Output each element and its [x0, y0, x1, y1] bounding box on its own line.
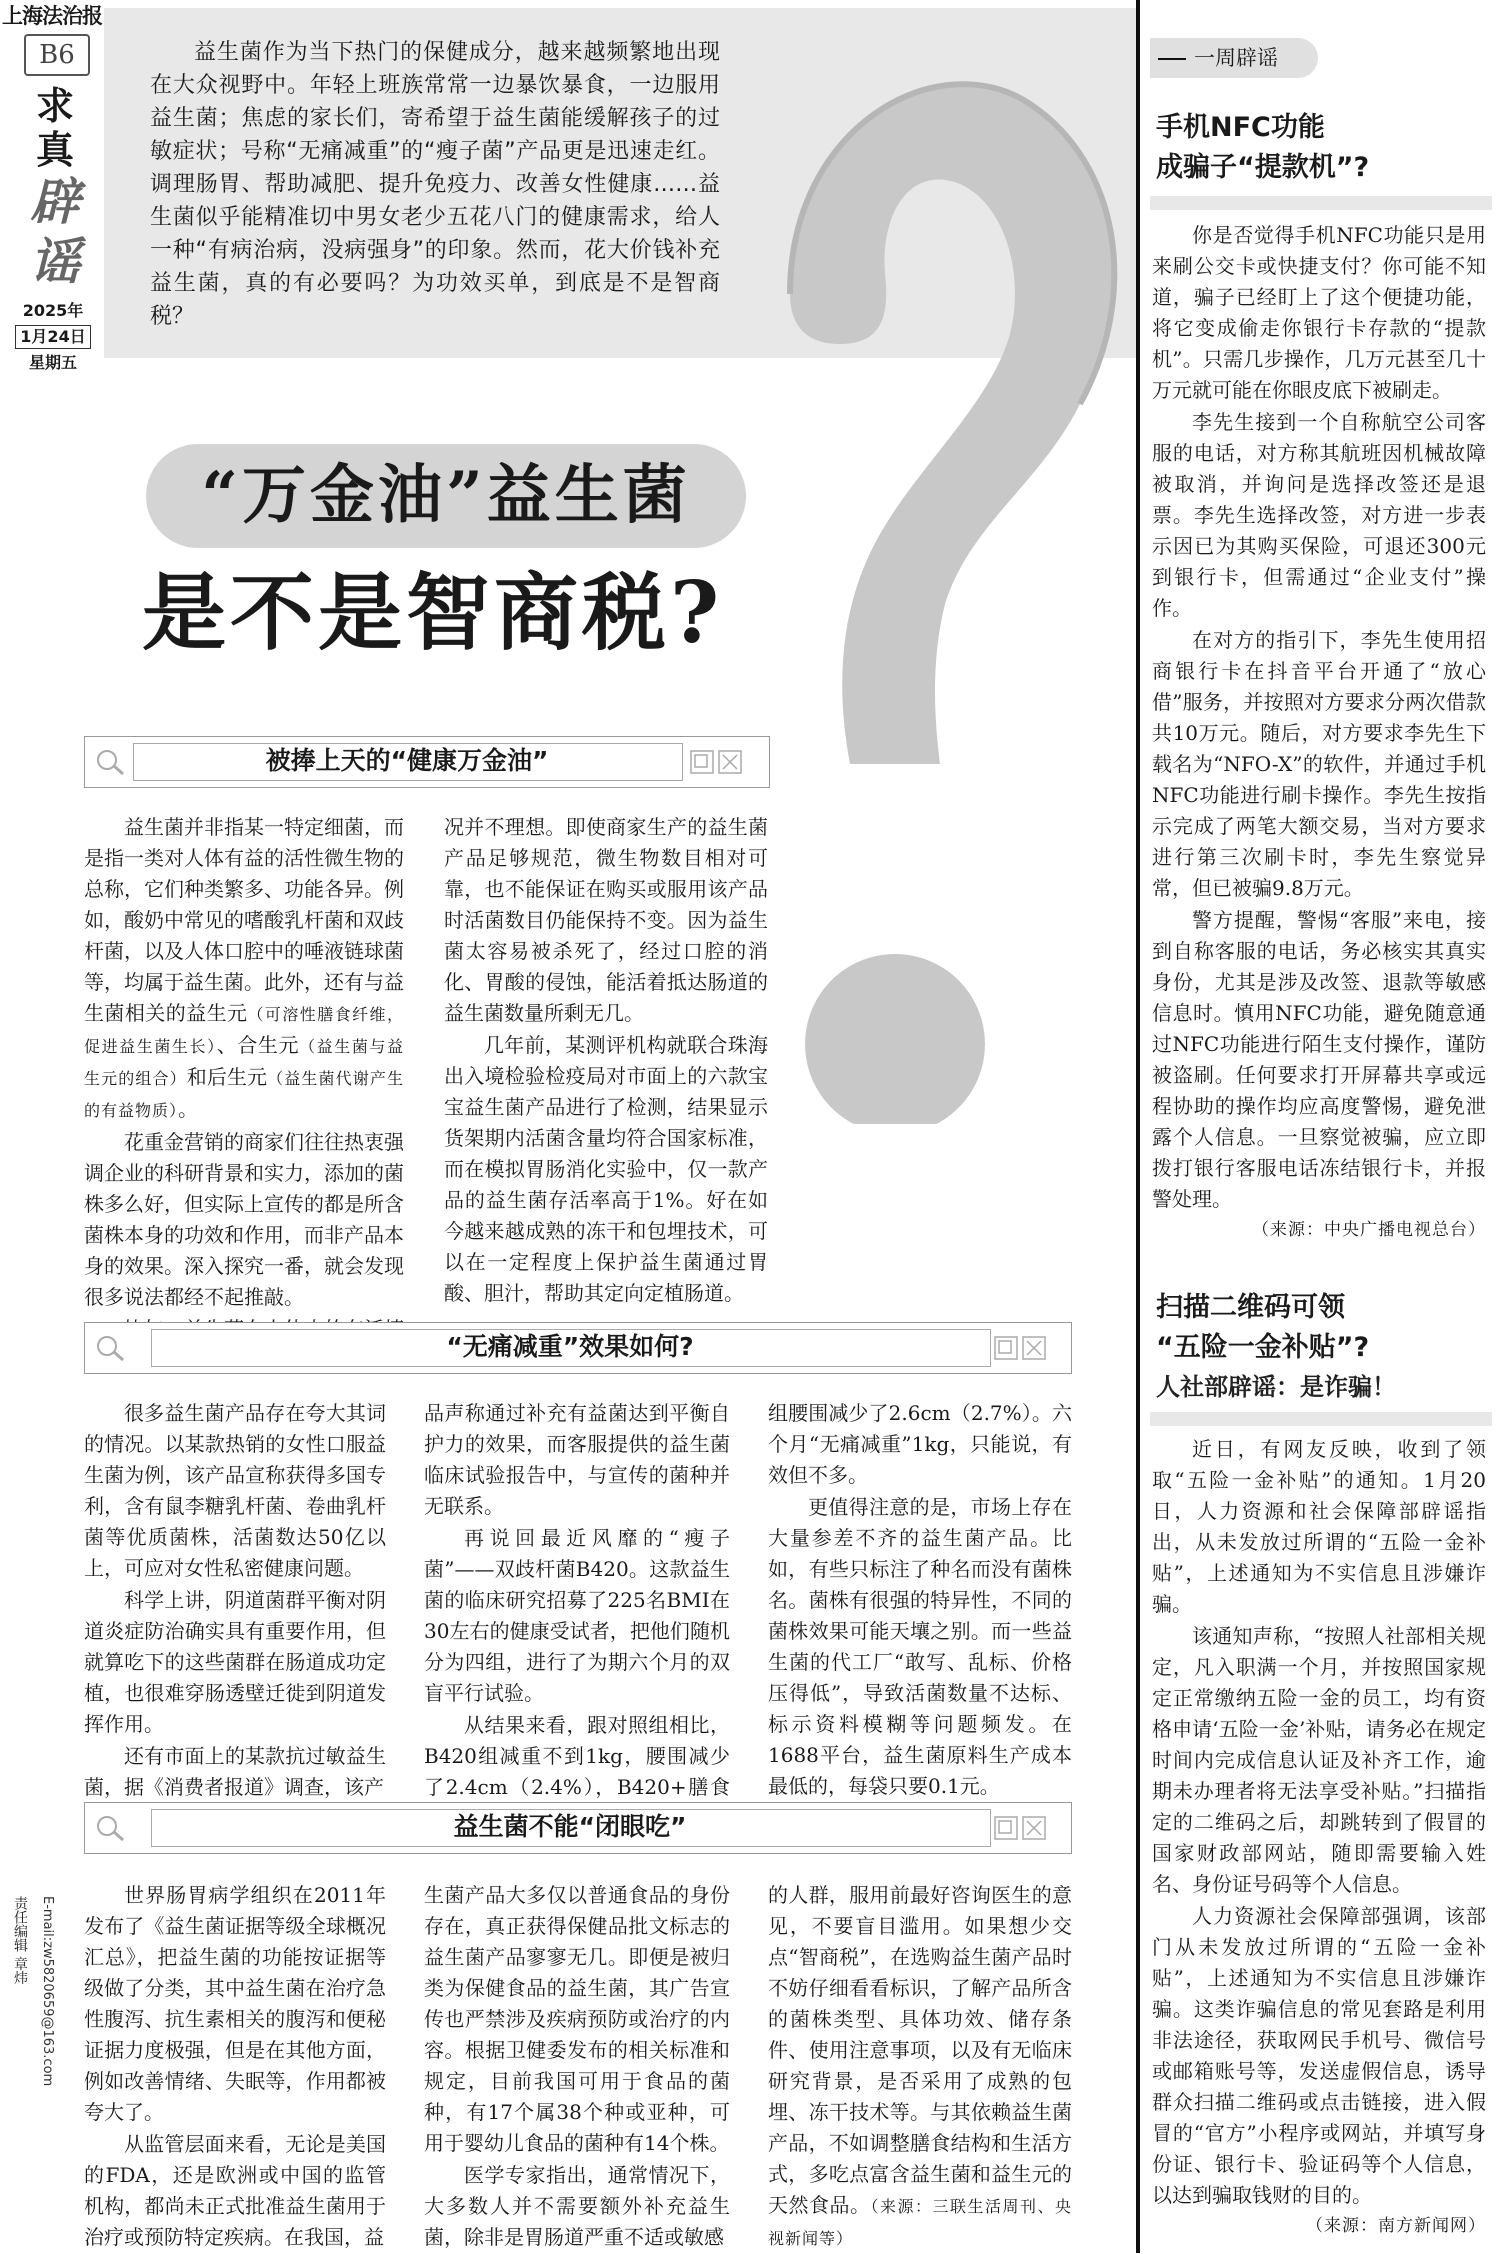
magnifier-icon [93, 1813, 133, 1843]
paragraph [768, 1880, 1072, 2254]
sidebar-item-2-source: （来源：南方新闻网） [1306, 2216, 1486, 2236]
issue-date [8, 298, 98, 376]
sidebar-item-1-title-shade [1150, 196, 1492, 210]
section-2-column-2 [424, 1398, 730, 1834]
paragraph: 人力资源社会保障部强调，该部门从未发放过所谓的“五险一金补贴”，上述通知为不实信息且涉嫌诈骗。这类诈骗信息的常见套路是利用非法途径，获取网民手机号、微信号或邮箱账号等，发送虚假信息，诱导群众扫描二维码或点击链接，进入假冒的“官方”小程序或网站，并填写身份证、银行卡、验证码等个人信息，以达到骗取钱财的目的。 [1152, 1904, 1486, 2207]
paragraph-text: 的人群，服用前最好咨询医生的意见，不要盲目滥用。如果想少交点“智商税”，在选购益生菌产品时不妨仔细看看标识，了解产品所含的菌株类型、具体功效、储存条件、使用注意事项，以及有无临床研究背景，是否采用了成熟的包埋、冻干技术等。与其依赖益生菌产品，不如调整膳食结构和生活方式，多吃点富含益生菌和益生元的天然食品。 [768, 1883, 1072, 2217]
section-bar-3 [84, 1802, 1072, 1854]
paragraph: 品声称通过补充有益菌达到平衡自护力的效果，而客服提供的益生菌临床试验报告中，与宣传的菌种并无联系。 [424, 1401, 730, 1518]
sidebar-item-2-subtitle: 人社部辟谣：是诈骗！ [1156, 1373, 1396, 1401]
section-1-column-2 [444, 812, 768, 1309]
term-note: （益生菌代谢产生的有益物质） [84, 1069, 404, 1120]
article-source: （来源：三联生活周刊、央视新闻等） [768, 2197, 1072, 2248]
section-name-qiuzhen: 求真 [35, 83, 74, 172]
sidebar-item-1-title-line-2: 成骗子“提款机”? [1156, 152, 1370, 183]
masthead-logo: 上海法治报 [2, 3, 102, 28]
paragraph: 医学专家指出，通常情况下，大多数人并不需要额外补充益生菌，除非是胃肠道严重不适或敏感 [424, 2163, 730, 2249]
section-3-column-3 [768, 1880, 1072, 2254]
window-buttons-icon [687, 747, 763, 777]
magnifier-icon [93, 1333, 133, 1363]
sidebar-tab-dash [1158, 58, 1186, 60]
paragraph: 花重金营销的商家们往往热衷强调企业的科研背景和实力，添加的菌株多么好，但实际上宣传的都是所含菌株本身的功效和作用，而非产品本身的效果。深入探究一番，就会发现很多说法都经不起推敲。 [84, 1130, 404, 1309]
column-divider [1136, 0, 1140, 2253]
paragraph-text: 益生菌并非指某一特定细菌，而是指一类对人体有益的活性微生物的总称，它们种类繁多、功能各异。例如，酸奶中常见的嗜酸乳杆菌和双歧杆菌，以及人体口腔中的唾液链球菌等，均属于益生菌。此外，还有与益生菌相关的益生元 [84, 815, 404, 1025]
paragraph [84, 812, 404, 1126]
paragraph: 警方提醒，警惕“客服”来电，接到自称客服的电话，务必核实其真实身份，尤其是涉及改签、退款等敏感信息时。慎用NFC功能，避免随意通过NFC功能进行陌生支付操作，谨防被盗刷。任何要求打开屏幕共享或远程协助的操作均应高度警惕，避免泄露个人信息。一旦察觉被骗，应立即拨打银行客服电话冻结银行卡，并报警处理。 [1152, 908, 1486, 1211]
window-buttons-icon [991, 1333, 1067, 1363]
page-number: B6 [24, 34, 90, 76]
sidebar-item-2-title-shade [1150, 1412, 1492, 1426]
issue-year: 2025年 [22, 301, 84, 320]
paragraph: 再说回最近风靡的“瘦子菌”——双歧杆菌B420。这款益生菌的临床研究招募了225名BMI在30左右的健康受试者，把他们随机分为四组，进行了为期六个月的双盲平行试验。 [424, 1526, 730, 1705]
section-3-column-2 [424, 1880, 730, 2253]
paragraph: 科学上讲，阴道菌群平衡对阴道炎症防治确实具有重要作用，但就算吃下的这些菌群在肠道成功定植，也很难穿肠透壁迁徙到阴道发挥作用。 [84, 1588, 386, 1736]
paragraph: 组腰围减少了2.6cm（2.7%）。六个月“无痛减重”1kg，只能说，有效但不多。 [768, 1401, 1072, 1487]
section-2-heading: “无痛减重”效果如何? [446, 1332, 694, 1361]
paragraph: 况并不理想。即使商家生产的益生菌产品足够规范，微生物数目相对可靠，也不能保证在购买或服用该产品时活菌数目仍能保持不变。因为益生菌太容易被杀死了，经过口腔的消化、胃酸的侵蚀，能活着抵达肠道的益生菌数量所剩无几。 [444, 815, 768, 1025]
paragraph: 世界肠胃病学组织在2011年发布了《益生菌证据等级全球概况汇总》，把益生菌的功能按证据等级做了分类，其中益生菌在治疗急性腹泻、抗生素相关的腹泻和便秘证据力度极强，但是在其他方面，例如改善情绪、失眠等，作用都被夸大了。 [84, 1883, 386, 2124]
sidebar-item-1-title [1156, 108, 1476, 188]
editor-credit: 责任编辑 章炜 [12, 1896, 28, 1985]
sidebar-item-2-title-line-1: 扫描二维码可领 [1156, 1292, 1345, 1323]
sidebar-item-2-title-line-2: “五险一金补贴”? [1156, 1332, 1370, 1363]
paragraph: 从监管层面来看，无论是美国的FDA，还是欧洲或中国的监管机构，都尚未正式批准益生菌用于治疗或预防特定疾病。在我国，益 [84, 2132, 386, 2249]
sidebar-item-2-title [1156, 1288, 1476, 1368]
section-2-column-3 [768, 1398, 1072, 1802]
paragraph: 在对方的指引下，李先生使用招商银行卡在抖音平台开通了“放心借”服务，并按照对方要求分两次借款共10万元。随后，对方要求李先生下载名为“NFO-X”的软件，并通过手机NFC功能进行刷卡操作。李先生按指示完成了两笔大额交易，当对方要求进行第三次刷卡时，李先生察觉异常，但已被骗9.8万元。 [1152, 628, 1486, 900]
window-buttons-icon [991, 1813, 1067, 1843]
paragraph-text: 和后生元 [186, 1065, 268, 1089]
issue-month-day: 1月24日 [15, 325, 90, 349]
title-line-2: 是不是智商税? [142, 563, 724, 662]
sidebar-tab-label: 一周辟谣 [1194, 46, 1278, 70]
paragraph-text: 、合生元 [216, 1033, 300, 1057]
section-2-column-1 [84, 1398, 386, 1803]
paragraph: 几年前，某测评机构就联合珠海出入境检验检疫局对市面上的六款宝宝益生菌产品进行了检测，结果显示货架期内活菌含量均符合国家标准，而在模拟胃肠消化实验中，仅一款产品的益生菌存活率高于1%。好在如今越来越成熟的冻干和包埋技术，可以在一定程度上保护益生菌通过胃酸、胆汁，帮助其定向定植肠道。 [444, 1033, 768, 1305]
section-name-piyao: 辟谣 [30, 172, 80, 291]
editor-email: E-mail:zw5820659@163.com [40, 1896, 55, 2087]
term-note: （益生菌与益生元的组合） [84, 1037, 404, 1088]
paragraph: 生菌产品大多仅以普通食品的身份存在，真正获得保健品批文标志的益生菌产品寥寥无几。即便是被归类为保健食品的益生菌，其广告宣传也严禁涉及疾病预防或治疗的内容。根据卫健委发布的相关标准和规定，目前我国可用于食品的菌种，有17个属38个种或亚种，可用于婴幼儿食品的菌种有14个株。 [424, 1883, 730, 2155]
section-3-heading: 益生菌不能“闭眼吃” [453, 1812, 687, 1841]
section-1-column-1 [84, 812, 404, 1345]
paragraph: 该通知声称，“按照人社部相关规定，凡入职满一个月，并按照国家规定正常缴纳五险一金的员工，均有资格申请‘五险一金’补贴，请务必在规定时间内完成信息认证及补齐工作，逾期未办理者将无法享受补贴。”扫描指定的二维码之后，却跳转到了假冒的国家财政部网站，随即需要输入姓名、身份证号码等个人信息。 [1152, 1624, 1486, 1896]
paragraph: 还有市面上的某款抗过敏益生菌，据《消费者报道》调查，该产 [84, 1744, 386, 1799]
sidebar-item-1-source: （来源：中央广播电视总台） [1252, 1220, 1486, 1240]
paragraph: 你是否觉得手机NFC功能只是用来刷公交卡或快捷支付？你可能不知道，骗子已经盯上了这个便捷功能，将它变成偷走你银行卡存款的“提款机”。只需几步操作，几万元甚至几十万元就可能在你眼皮底下被刷走。 [1152, 223, 1486, 402]
paragraph: 从结果来看，跟对照组相比，B420组减重不到1kg，腰围减少了2.4cm（2.4%），B420+膳食 [424, 1713, 730, 1799]
lede-paragraph: 益生菌作为当下热门的保健成分，越来越频繁地出现在大众视野中。年轻上班族常常一边暴饮暴食，一边服用益生菌；焦虑的家长们，寄希望于益生菌能缓解孩子的过敏症状；号称“无痛减重”的“瘦子菌”产品更是迅速走红。调理肠胃、帮助减肥、提升免疫力、改善女性健康……益生菌似乎能精准切中男女老少五花八门的健康需求，给人一种“有病治病，没病强身”的印象。然而，花大价钱补充益生菌，真的有必要吗？为功效买单，到底是不是智商税？ [150, 40, 720, 329]
paragraph: 近日，有网友反映，收到了领取“五险一金补贴”的通知。1月20日，人力资源和社会保障部辟谣指出，从未发放过所谓的“五险一金补贴”，上述通知为不实信息且涉嫌诈骗。 [1152, 1437, 1486, 1616]
section-1-heading: 被捧上天的“健康万金油” [265, 746, 549, 775]
paragraph: 李先生接到一个自称航空公司客服的电话，对方称其航班因机械故障被取消，并询问是选择改签还是退票。李先生选择改签，对方进一步表示因已为其购买保险，可退还300元到银行卡，但需通过“企业支付”操作。 [1152, 410, 1486, 620]
title-line-1: “万金油”益生菌 [201, 458, 691, 533]
section-bar-1 [84, 736, 770, 788]
paragraph: 很多益生菌产品存在夸大其词的情况。以某款热销的女性口服益生菌为例，该产品宣称获得多国专利，含有鼠李糖乳杆菌、卷曲乳杆菌等优质菌株，活菌数达50亿以上，可应对女性私密健康问题。 [84, 1401, 386, 1580]
section-3-column-1 [84, 1880, 386, 2253]
paragraph: 更值得注意的是，市场上存在大量参差不齐的益生菌产品。比如，有些只标注了种名而没有菌株名。菌株有很强的特异性，不同的菌株效果可能天壤之别。而一些益生菌的代工厂“敢写、乱标、价格压得低”，导致活菌数量不达标、标示资料模糊等问题频发。在1688平台，益生菌原料生产成本最低的，每袋只要0.1元。 [768, 1495, 1072, 1798]
magnifier-icon [93, 747, 133, 777]
sidebar-item-1-body [1152, 220, 1486, 1246]
sidebar-item-2-body [1152, 1434, 1486, 2242]
section-bar-2 [84, 1322, 1072, 1374]
issue-weekday: 星期五 [28, 353, 77, 372]
paragraph-text: 。 [178, 1097, 199, 1121]
sidebar-item-1-title-line-1: 手机NFC功能 [1156, 112, 1325, 143]
question-mark-graphic [720, 44, 1140, 1124]
term-note: （可溶性膳食纤维，促进益生菌生长） [84, 1005, 404, 1056]
